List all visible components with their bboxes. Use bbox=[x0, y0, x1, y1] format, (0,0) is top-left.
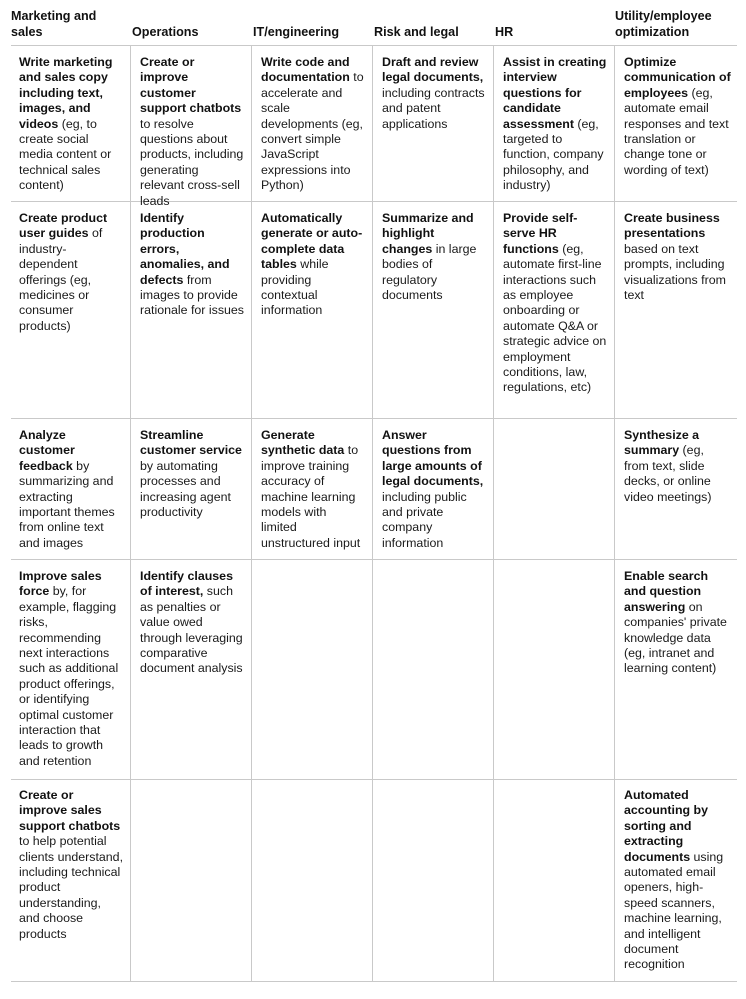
column-header-hr: HR bbox=[495, 25, 514, 39]
use-case-detail: on companies' private knowledge data (eg, intranet and learning content) bbox=[624, 599, 727, 676]
table-cell bbox=[19, 569, 127, 769]
table-cell bbox=[19, 211, 127, 334]
use-case-title: Analyze customer feedback bbox=[19, 428, 75, 473]
table-cell bbox=[261, 211, 369, 319]
table-cell bbox=[624, 211, 736, 303]
use-case-title: Answer questions from large amounts of legal documents, bbox=[382, 428, 484, 489]
use-case-detail: in large bodies of regulatory documents bbox=[382, 241, 477, 303]
use-case-title: Summarize and highlight changes bbox=[382, 211, 474, 256]
row-divider bbox=[11, 45, 737, 46]
use-case-title: Enable search and question answering bbox=[624, 569, 709, 614]
use-case-title: Streamline customer service bbox=[140, 428, 242, 458]
table-cell bbox=[382, 211, 490, 303]
table-cell bbox=[140, 211, 248, 319]
column-header-marketing-and-sales: Marketing and sales bbox=[11, 9, 97, 39]
row-divider bbox=[11, 418, 737, 419]
use-case-detail: (eg, to create social media content or technical sales content) bbox=[19, 116, 112, 193]
column-divider bbox=[372, 45, 373, 981]
use-case-title: Create business presentations bbox=[624, 211, 720, 241]
use-case-detail: including contracts and patent applications bbox=[382, 85, 485, 131]
use-case-title: Create product user guides bbox=[19, 211, 108, 241]
use-case-title: Identify clauses of interest, bbox=[140, 569, 233, 599]
column-header-operations: Operations bbox=[132, 25, 199, 39]
table-cell bbox=[19, 428, 127, 551]
use-case-title: Draft and review legal documents, bbox=[382, 55, 484, 85]
use-case-detail: to accelerate and scale developments (eg, convert simple JavaScript expressions into Python) bbox=[261, 70, 364, 193]
use-case-title: Create or improve sales support chatbots bbox=[19, 788, 121, 833]
table-cell bbox=[382, 428, 490, 551]
use-case-detail: (eg, from text, slide decks, or online video meetings) bbox=[624, 443, 712, 504]
use-case-detail: of industry-dependent offerings (eg, medicines or consumer products) bbox=[19, 226, 103, 333]
table-cell bbox=[261, 428, 369, 551]
table-cell bbox=[624, 55, 736, 178]
use-case-detail: using automated email openers, high-speed scanners, machine learning, and intelligent document recognition bbox=[624, 849, 724, 972]
column-header-it-engineering: IT/engineering bbox=[253, 25, 340, 39]
table-cell bbox=[624, 788, 736, 973]
use-case-detail: from images to provide rationale for issues bbox=[140, 272, 244, 318]
use-case-title: Write marketing and sales copy including text, images, and videos bbox=[19, 55, 113, 131]
table-cell bbox=[503, 211, 611, 396]
use-case-title: Optimize communication of employees bbox=[624, 55, 731, 100]
use-case-title: Assist in creating interview questions for candidate assessment bbox=[503, 55, 607, 131]
use-case-detail: (eg, automate email responses and text translation or change tone or wording of text) bbox=[624, 85, 729, 177]
use-case-title: Generate synthetic data bbox=[261, 428, 345, 458]
use-case-title: Provide self-serve HR functions bbox=[503, 211, 578, 256]
column-divider bbox=[130, 45, 131, 981]
table-cell bbox=[503, 55, 611, 194]
use-case-title: Write code and documentation bbox=[261, 55, 350, 85]
use-case-detail: to improve training accuracy of machine learning models with limited unstructured input bbox=[261, 443, 361, 550]
use-case-detail: by summarizing and extracting important themes from online text and images bbox=[19, 458, 115, 550]
use-case-detail: to help potential clients understand, including technical product understanding, and choose products bbox=[19, 834, 124, 941]
table-cell bbox=[140, 55, 248, 209]
column-header-risk-and-legal: Risk and legal bbox=[374, 25, 459, 39]
row-divider bbox=[11, 201, 737, 202]
use-case-detail: by, for example, flagging risks, recommending next interactions such as additional product offerings, or identifying optimal customer interaction that leads to growth and retention bbox=[19, 584, 119, 768]
use-case-title: Identify production errors, anomalies, and defects bbox=[140, 211, 230, 287]
table-cell bbox=[19, 55, 127, 194]
use-case-detail: to resolve questions about products, including generating relevant cross-sell leads bbox=[140, 116, 244, 208]
use-case-title: Synthesize a summary bbox=[624, 428, 700, 458]
table-cell bbox=[624, 428, 736, 505]
use-case-title: Improve sales force bbox=[19, 569, 102, 599]
row-divider bbox=[11, 559, 737, 560]
table-cell bbox=[261, 55, 369, 194]
use-case-detail: including public and private company information bbox=[382, 489, 467, 550]
row-divider bbox=[11, 779, 737, 780]
use-case-detail: based on text prompts, including visualizations from text bbox=[624, 241, 726, 303]
table-cell bbox=[382, 55, 490, 132]
column-divider bbox=[493, 45, 494, 981]
table-cell bbox=[140, 569, 248, 677]
use-case-title: Automatically generate or auto-complete data tables bbox=[261, 211, 363, 272]
use-case-detail: while providing contextual information bbox=[261, 257, 329, 318]
use-case-detail: (eg, automate first-line interactions such as employee onboarding or automate Q&A or strategic advice on employment conditions, law, regulations, etc) bbox=[503, 241, 607, 395]
table-cell bbox=[19, 788, 127, 942]
column-divider bbox=[614, 45, 615, 981]
use-case-title: Automated accounting by sorting and extracting documents bbox=[624, 788, 708, 864]
column-divider bbox=[251, 45, 252, 981]
use-case-title: Create or improve customer support chatbots bbox=[140, 55, 242, 116]
column-header-utility-employee-optimization: Utility/employee optimization bbox=[615, 9, 712, 39]
row-divider bbox=[11, 981, 737, 982]
use-case-detail: such as penalties or value owed through leveraging comparative document analysis bbox=[140, 584, 243, 676]
table-cell bbox=[140, 428, 248, 520]
use-case-detail: by automating processes and increasing agent productivity bbox=[140, 458, 231, 520]
table-cell bbox=[624, 569, 736, 677]
use-case-detail: (eg, targeted to function, company philosophy, and industry) bbox=[503, 116, 604, 193]
